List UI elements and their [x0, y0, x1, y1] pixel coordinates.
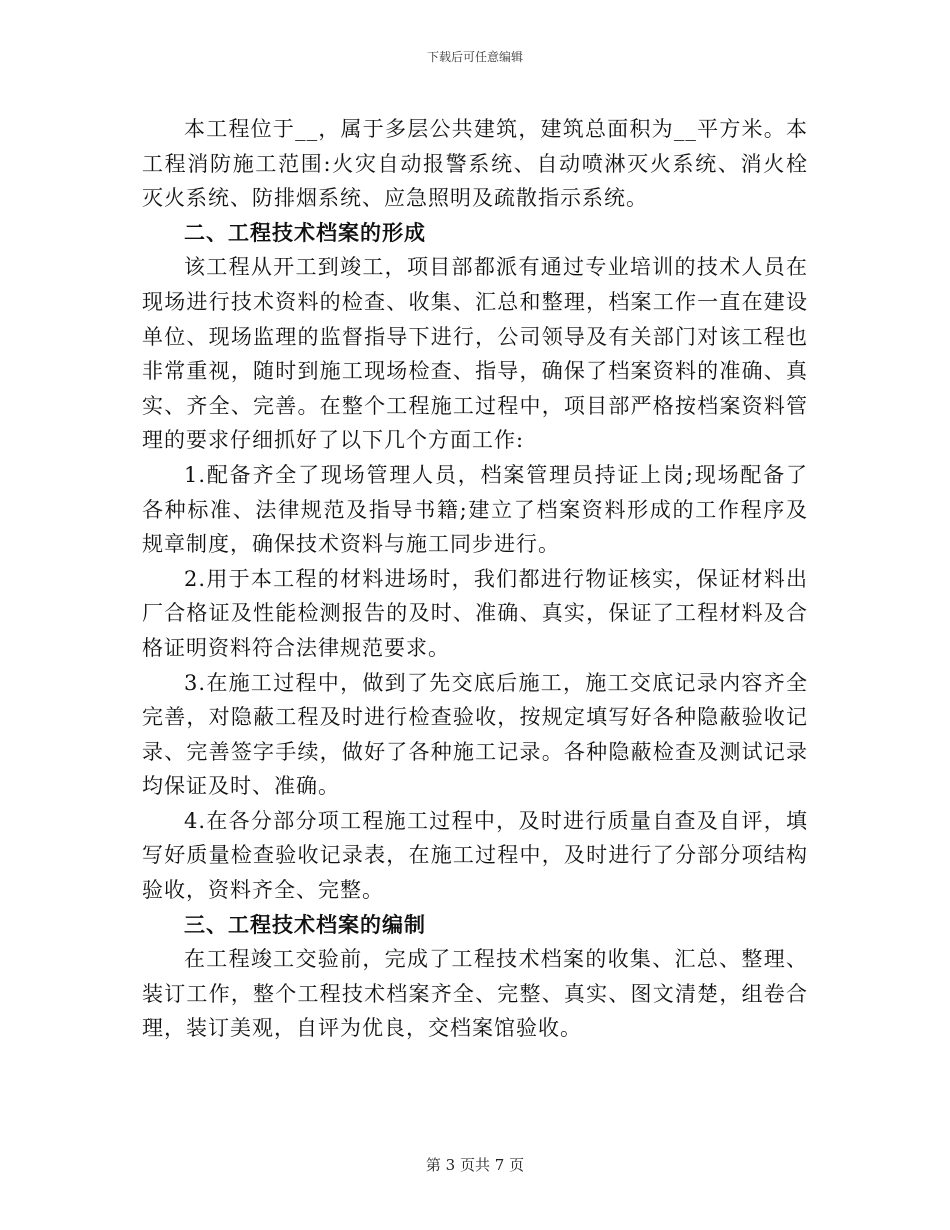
project-overview-paragraph: 本工程位于__，属于多层公共建筑，建筑总面积为__平方米。本工程消防施工范围:火灾自动报警系统、自动喷淋灭火系统、消火栓灭火系统、防排烟系统、应急照明及疏散指示系统。 [142, 117, 808, 211]
page-header: 下载后可任意编辑 [426, 50, 523, 64]
section-heading-formation: 二、工程技术档案的形成 [184, 219, 426, 245]
list-item-3: 3.在施工过程中，做到了先交底后施工，施工交底记录内容齐全完善，对隐蔽工程及时进行检查验收，按规定填写好各种隐蔽验收记录、完善签字手续，做好了各种施工记录。各种隐蔽检查及测试记录均保证及时、准确。 [142, 670, 808, 799]
compilation-paragraph: 在工程竣工交验前，完成了工程技术档案的收集、汇总、整理、装订工作，整个工程技术档案齐全、完整、真实、图文清楚，组卷合理，装订美观，自评为优良，交档案馆验收。 [142, 947, 808, 1041]
list-item-4: 4.在各分部分项工程施工过程中，及时进行质量自查及自评，填写好质量检查验收记录表，在施工过程中，及时进行了分部分项结构验收，资料齐全、完整。 [142, 808, 808, 903]
page-footer: 第 3 页共 7 页 [425, 1156, 525, 1174]
list-item-2: 2.用于本工程的材料进场时，我们都进行物证核实，保证材料出厂合格证及性能检测报告的及时、准确、真实，保证了工程材料及合格证明资料符合法律规范要求。 [142, 566, 808, 660]
section-heading-compilation: 三、工程技术档案的编制 [184, 911, 426, 937]
document-body [142, 112, 808, 1046]
formation-paragraph: 该工程从开工到竣工，项目部都派有通过专业培训的技术人员在现场进行技术资料的检查、收集、汇总和整理，档案工作一直在建设单位、现场监理的监督指导下进行，公司领导及有关部门对该工程也非常重视，随时到施工现场检查、指导，确保了档案资料的准确、真实、齐全、完善。在整个工程施工过程中，项目部严格按档案资料管理的要求仔细抓好了以下几个方面工作: [142, 255, 808, 453]
list-item-1: 1.配备齐全了现场管理人员，档案管理员持证上岗;现场配备了各种标准、法律规范及指导书籍;建立了档案资料形成的工作程序及规章制度，确保技术资料与施工同步进行。 [142, 462, 808, 557]
